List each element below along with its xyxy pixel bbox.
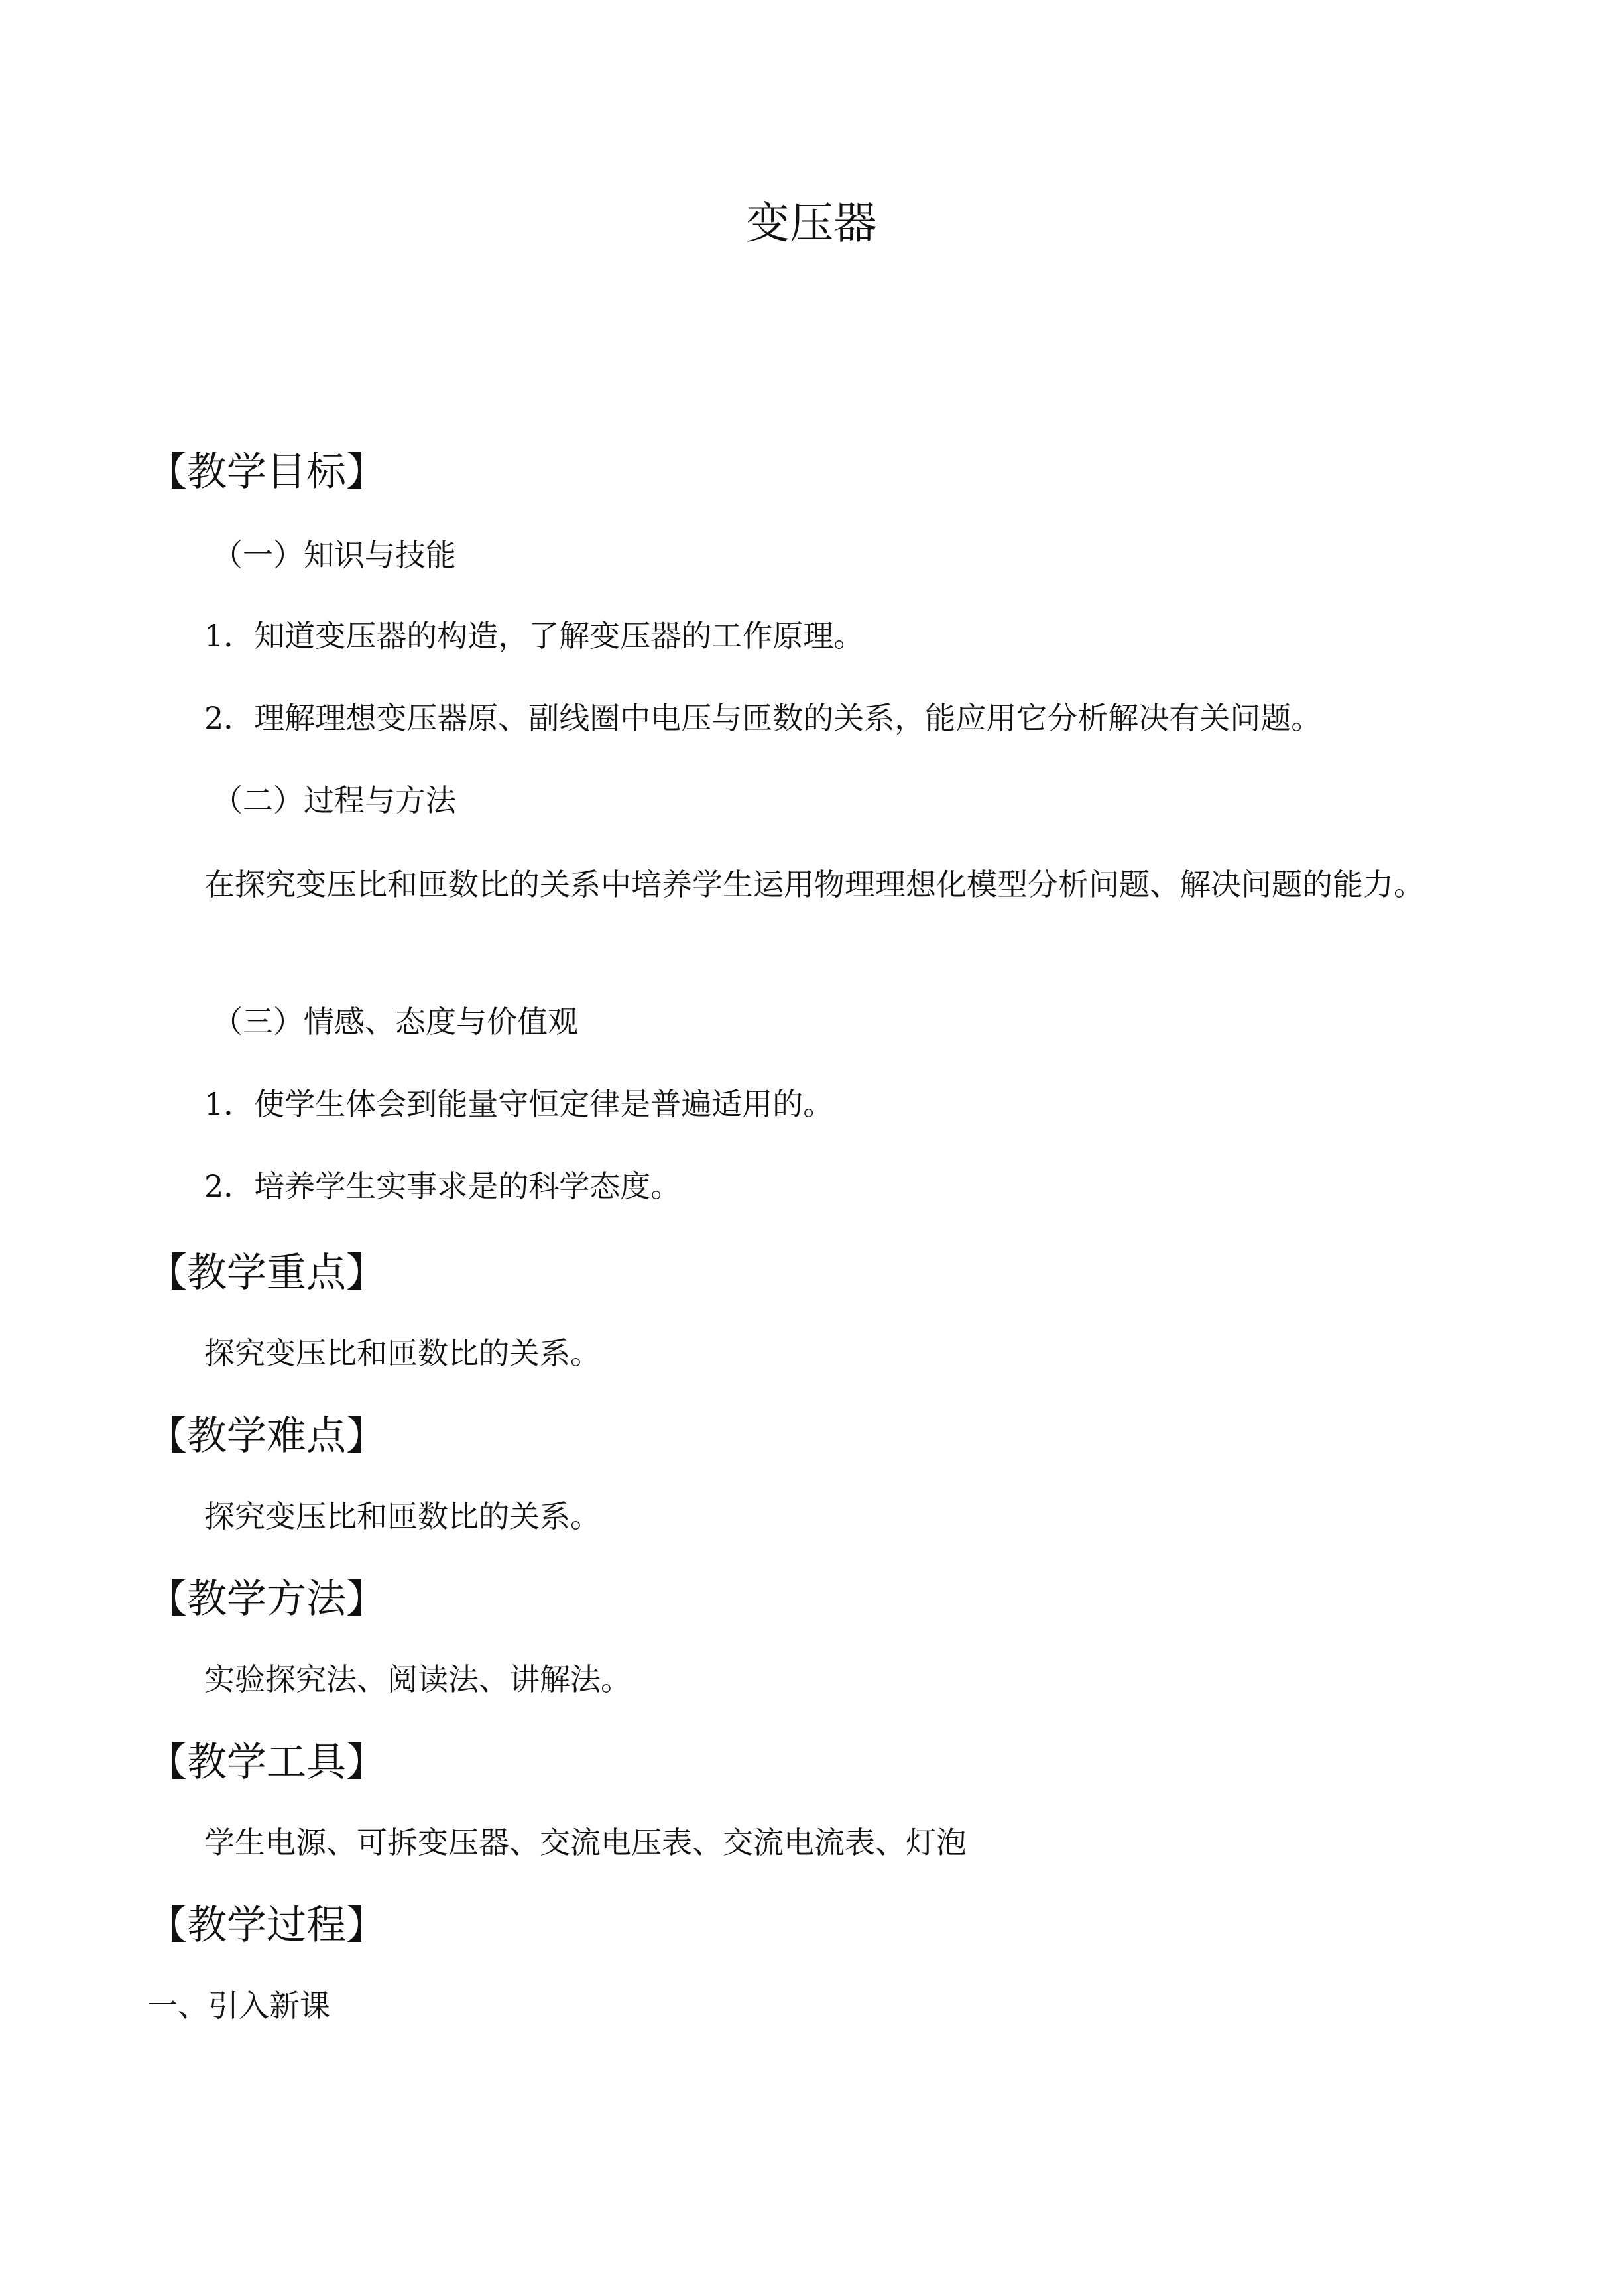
objectives-subheading-emotion: （三）情感、态度与价值观 — [212, 1004, 578, 1040]
heading-methods: 【教学方法】 — [147, 1576, 386, 1622]
difficulties-text: 探究变压比和匝数比的关系。 — [204, 1498, 601, 1534]
tools-text: 学生电源、可拆变压器、交流电压表、交流电流表、灯泡 — [204, 1825, 967, 1860]
key-points-text: 探究变压比和匝数比的关系。 — [204, 1335, 601, 1371]
heading-tools: 【教学工具】 — [147, 1739, 386, 1785]
objectives-process-paragraph: 在探究变压比和匝数比的关系中培养学生运用物理理想化模型分析问题、解决问题的能力。 — [204, 867, 1424, 902]
objectives-item-1: 1．知道变压器的构造，了解变压器的工作原理。 — [204, 618, 865, 654]
document-title: 变压器 — [746, 198, 877, 249]
methods-text: 实验探究法、阅读法、讲解法。 — [204, 1662, 631, 1697]
objectives-item-4: 2．培养学生实事求是的科学态度。 — [204, 1168, 682, 1204]
heading-objectives: 【教学目标】 — [147, 449, 386, 495]
heading-process: 【教学过程】 — [147, 1902, 386, 1949]
heading-key-points: 【教学重点】 — [147, 1250, 386, 1296]
process-step-1: 一、引入新课 — [147, 1988, 330, 2024]
objectives-item-3: 1．使学生体会到能量守恒定律是普遍适用的。 — [204, 1086, 834, 1122]
objectives-subheading-knowledge: （一）知识与技能 — [212, 537, 456, 573]
heading-difficulties: 【教学难点】 — [147, 1413, 386, 1459]
objectives-subheading-process: （二）过程与方法 — [212, 782, 456, 818]
objectives-item-2: 2．理解理想变压器原、副线圈中电压与匝数的关系，能应用它分析解决有关问题。 — [204, 700, 1322, 736]
